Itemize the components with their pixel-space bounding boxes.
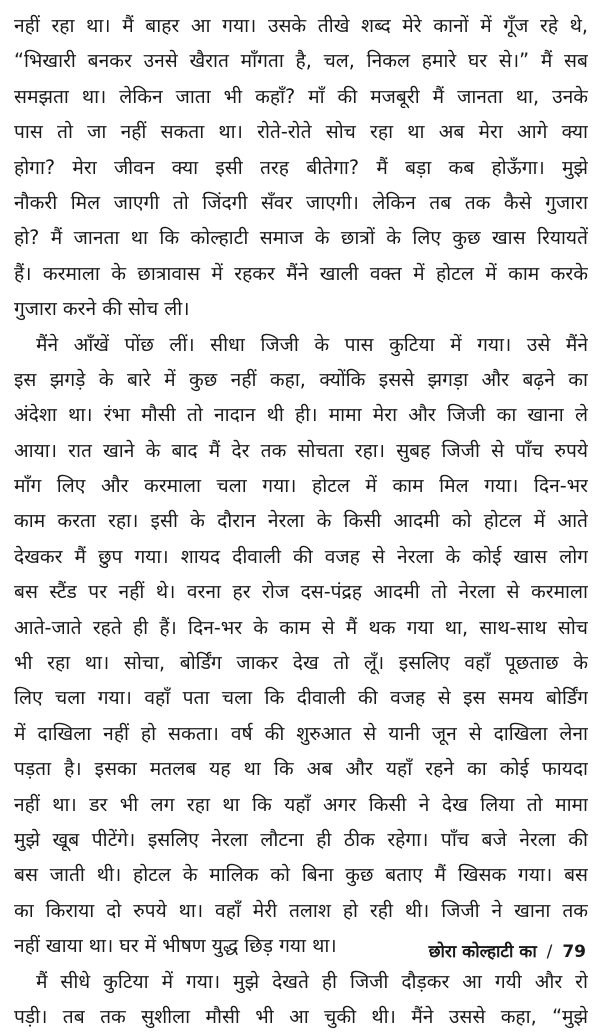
text-line: इस झगड़े के बारे में कुछ नहीं कहा, क्योंकि इससे झगड़ा और बढ़ने का bbox=[14, 367, 588, 391]
text-line: बस स्टैंड पर नहीं थे। वरना हर रोज दस-पंद्रह आदमी तो नेरला से करमाला bbox=[14, 580, 588, 604]
text-line: पड़ता है। इसका मतलब यह था कि अब और यहाँ रहने का कोई फायदा bbox=[14, 757, 588, 781]
text-line: नहीं था। डर भी लग रहा था कि यहाँ अगर किसी ने देख लिया तो मामा bbox=[14, 792, 588, 816]
text-line: नहीं रहा था। मैं बाहर आ गया। उसके तीखे शब्द मेरे कानों में गूँज रहे थे, bbox=[14, 14, 588, 37]
text-line: समझता था। लेकिन जाता भी कहाँ? माँ की मजबूरी मैं जानता था, उनके bbox=[14, 84, 588, 108]
text-line: मुझे खूब पीटेंगे। इसलिए नेरला लौटना ही ठीक रहेगा। पाँच बजे नेरला की bbox=[14, 827, 588, 851]
page-number: 79 bbox=[562, 942, 586, 962]
text-line: नौकरी मिल जाएगी तो जिंदगी सँवर जाएगी। लेकिन तब तक कैसे गुजारा bbox=[14, 190, 588, 214]
text-line: हो? मैं जानता था कि कोल्हाटी समाज के छात्रों के लिए कुछ खास रियायतें bbox=[14, 226, 588, 250]
text-line: आया। रात खाने के बाद मैं देर तक सोचता रहा। सुबह जिजी से पाँच रुपये bbox=[14, 438, 588, 462]
text-line: लिए चला गया। वहाँ पता चला कि दीवाली की वजह से इस समय बोर्डिंग bbox=[14, 686, 588, 710]
text-line: अंदेशा था। रंभा मौसी तो नादान थी ही। मामा मेरा और जिजी का खाना ले bbox=[14, 403, 588, 427]
text-line: काम करता रहा। इसी के दौरान नेरला के किसी आदमी को होटल में आते bbox=[14, 509, 588, 533]
text-line: में दाखिला नहीं हो सकता। वर्ष की शुरुआत से यानी जून से दाखिला लेना bbox=[14, 721, 588, 745]
book-title: छोरा कोल्हाटी का bbox=[428, 942, 537, 962]
text-line: आते-जाते रहते ही हैं। दिन-भर के काम से मैं थक गया था, साथ-साथ सोच bbox=[14, 615, 588, 639]
text-line: माँग लिए और करमाला चला गया। होटल में काम मिल गया। दिन-भर bbox=[14, 474, 588, 498]
text-line-paragraph-end: नहीं खाया था। घर में भीषण युद्ध छिड़ गया था। bbox=[14, 934, 337, 958]
text-line: पड़ी। तब तक सुशीला मौसी भी आ चुकी थी। मैंने उससे कहा, “मुझे bbox=[14, 1004, 588, 1028]
text-line: बस जाती थी। होटल के मालिक को बिना कुछ बताए मैं खिसक गया। बस bbox=[14, 863, 588, 887]
text-line-paragraph-start: मैंने आँखें पोंछ लीं। सीधा जिजी के पास कुटिया में गया। उसे मैंने bbox=[36, 332, 588, 356]
text-line: भी रहा था। सोचा, बोर्डिंग जाकर देख तो लूँ। इसलिए वहाँ पूछताछ के bbox=[14, 651, 588, 675]
text-line: का किराया दो रुपये था। वहाँ मेरी तलाश हो रही थी। जिजी ने खाना तक bbox=[14, 898, 588, 922]
footer-separator: / bbox=[546, 942, 553, 962]
text-line-paragraph-end: गुजारा करने की सोच ली। bbox=[14, 297, 190, 321]
body-text bbox=[14, 8, 588, 1034]
text-line: पास तो जा नहीं सकता था। रोते-रोते सोच रहा था अब मेरा आगे क्या bbox=[14, 120, 588, 144]
text-line: देखकर मैं छुप गया। शायद दीवाली की वजह से नेरला के कोई खास लोग bbox=[14, 544, 588, 568]
text-line: हैं। करमाला के छात्रावास में रहकर मैंने खाली वक्त में होटल में काम करके bbox=[14, 261, 588, 285]
text-line-paragraph-start: मैं सीधे कुटिया में गया। मुझे देखते ही जिजी दौड़कर आ गयी और रो bbox=[36, 969, 588, 993]
text-line: होगा? मेरा जीवन क्या इसी तरह बीतेगा? मैं बड़ा कब होऊँगा। मुझे bbox=[14, 155, 588, 179]
page-footer bbox=[429, 940, 586, 964]
text-line: “भिखारी बनकर उनसे खैरात माँगता है, चल, निकल हमारे घर से।” मैं सब bbox=[14, 49, 588, 73]
